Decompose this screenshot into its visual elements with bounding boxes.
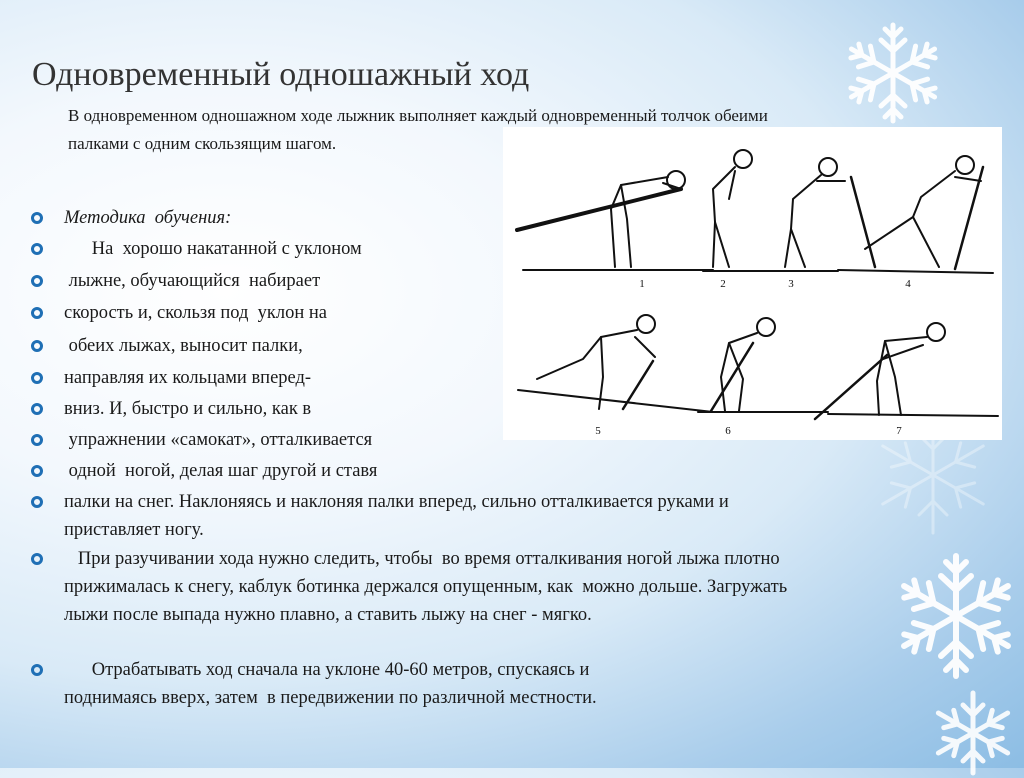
phase-label: 4 bbox=[905, 278, 911, 290]
bullet-icon bbox=[31, 434, 43, 446]
snowflake-icon bbox=[838, 18, 948, 128]
phase-label: 3 bbox=[788, 278, 794, 290]
list-item bbox=[64, 457, 377, 485]
phase-label: 5 bbox=[595, 425, 601, 437]
snowflake-icon bbox=[928, 688, 1018, 778]
bullet-icon bbox=[31, 275, 43, 287]
phase-label: 1 bbox=[639, 278, 645, 290]
bullet-icon bbox=[31, 553, 43, 565]
list-item-text: лыжне, обучающийся набирает bbox=[64, 271, 321, 291]
bullet-icon bbox=[31, 403, 43, 415]
skiing-phases-figure bbox=[503, 127, 1002, 440]
list-item bbox=[64, 488, 804, 544]
list-item bbox=[64, 545, 804, 629]
snowflake-icon bbox=[888, 548, 1024, 684]
list-item-text: одной ногой, делая шаг другой и ставя bbox=[64, 461, 378, 481]
bullet-icon bbox=[31, 340, 43, 352]
phase-label: 6 bbox=[725, 425, 731, 437]
page-title: Одновременный одношажный ход bbox=[32, 56, 530, 93]
bullet-icon bbox=[31, 496, 43, 508]
intro-text: В одновременном одношажном ходе лыжник выполняет каждый одновременный толчок обеими палками с одним скользящим шагом. bbox=[68, 106, 768, 153]
list-item bbox=[64, 426, 372, 454]
list-item-text: упражнении «самокат», отталкивается bbox=[64, 430, 373, 450]
list-item bbox=[64, 204, 231, 232]
phase-label: 7 bbox=[896, 425, 902, 437]
bullet-icon bbox=[31, 465, 43, 477]
bullet-icon bbox=[31, 243, 43, 255]
list-item bbox=[64, 267, 320, 295]
list-item-text: При разучивании хода нужно следить, чтобы во время отталкивания ногой лыжа плотно прижималась к снегу, каблук ботинка держался опущенным, как можно дольше. Загружать лыжи после выпада нужно плавно, а ставить лыжу на снег - мягко. bbox=[64, 549, 792, 625]
list-item-text: Методика обучения: bbox=[64, 208, 232, 228]
list-item-text: вниз. И, быстро и сильно, как в bbox=[64, 399, 312, 419]
list-item-text: На хорошо накатанной с уклоном bbox=[64, 239, 362, 259]
bullet-icon bbox=[31, 307, 43, 319]
bullet-icon bbox=[31, 212, 43, 224]
list-item bbox=[64, 395, 311, 423]
list-item-text: обеих лыжах, выносит палки, bbox=[64, 336, 303, 356]
bullet-icon bbox=[31, 372, 43, 384]
bullet-icon bbox=[31, 664, 43, 676]
list-item bbox=[64, 332, 303, 360]
phase-label: 2 bbox=[720, 278, 726, 290]
list-item bbox=[64, 364, 311, 392]
list-item bbox=[64, 235, 362, 263]
list-item bbox=[64, 656, 664, 712]
list-item-text: скорость и, скользя под уклон на bbox=[64, 303, 327, 323]
list-item bbox=[64, 299, 327, 327]
list-item-text: палки на снег. Наклоняясь и наклоняя палки вперед, сильно отталкивается руками и приставляет ногу. bbox=[64, 492, 729, 540]
list-item-text: направляя их кольцами вперед- bbox=[64, 368, 312, 388]
list-item-text: Отрабатывать ход сначала на уклоне 40-60 метров, спускаясь и поднимаясь вверх, затем в передвижении по различной местности. bbox=[64, 660, 597, 708]
